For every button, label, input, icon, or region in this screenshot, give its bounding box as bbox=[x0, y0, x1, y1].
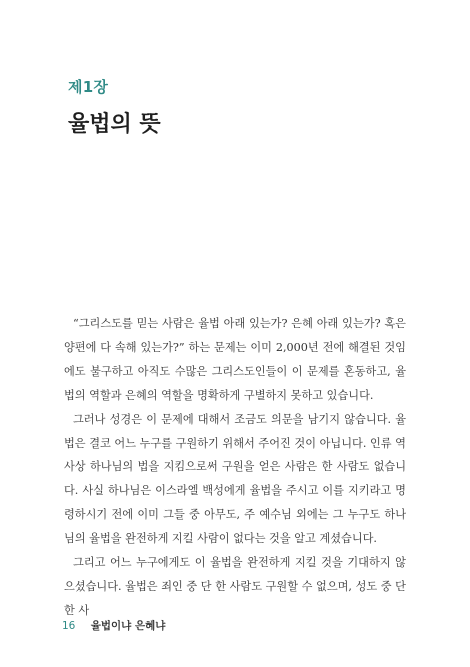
chapter-label: 제1장 bbox=[68, 78, 109, 96]
page-number: 16 bbox=[62, 620, 76, 632]
page-footer bbox=[62, 618, 165, 633]
paragraph-2: 그러나 성경은 이 문제에 대해서 조금도 의문을 남기지 않습니다. 율법은 결코 어느 누구를 구원하기 위해서 주어진 것이 아닙니다. 인류 역사상 하나님의 법을 지킴으로써 구원을 얻은 사람은 한 사람도 없습니다. 사실 하나님은 이스라엘 백성에게 율법을 주시고 이를 지키라고 명령하시기 전에 이미 그들 중 아무도, 주 예수님 외에는 그 누구도 하나님의 율법을 완전하게 지킬 사람이 없다는 것을 알고 계셨습니다. bbox=[64, 412, 406, 546]
running-title: 율법이냐 은혜냐 bbox=[90, 620, 166, 632]
chapter-title: 율법의 뜻 bbox=[68, 112, 161, 137]
body-text bbox=[64, 312, 406, 623]
paragraph-1: “그리스도를 믿는 사람은 율법 아래 있는가? 은혜 아래 있는가? 혹은 양편에 다 속해 있는가?” 하는 문제는 이미 2,000년 전에 해결된 것임에도 불구하고 아직도 수많은 그리스도인들이 이 문제를 혼동하고, 율법의 역할과 은혜의 역할을 명확하게 구별하지 못하고 있습니다. bbox=[64, 317, 406, 402]
paragraph-3: 그리고 어느 누구에게도 이 율법을 완전하게 지킬 것을 기대하지 않으셨습니다. 율법은 죄인 중 단 한 사람도 구원할 수 없으며, 성도 중 단 한 사 bbox=[64, 556, 406, 617]
